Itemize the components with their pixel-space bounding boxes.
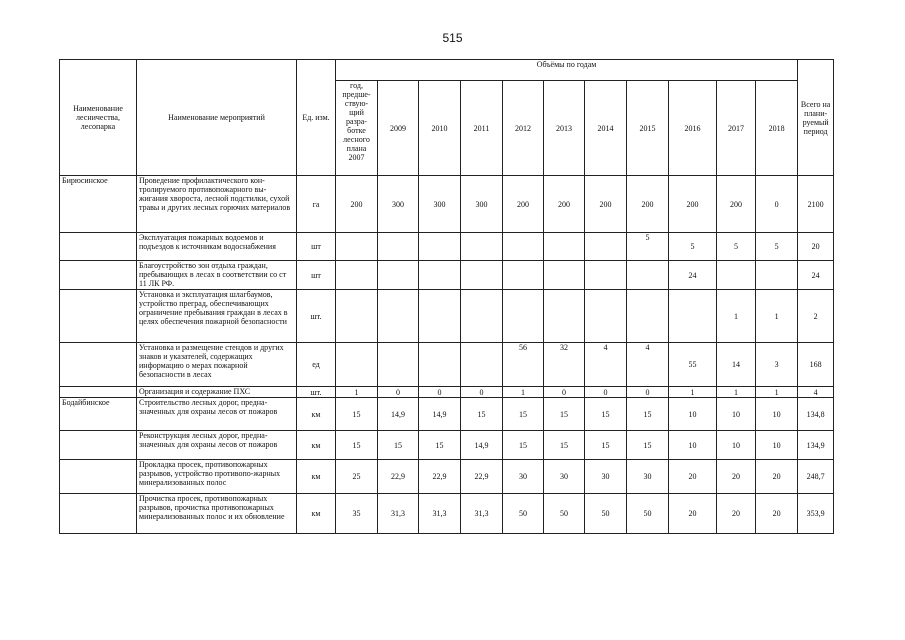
value-cell: 15: [378, 431, 419, 460]
value-cell: 20: [669, 460, 717, 494]
table-row: [60, 460, 834, 494]
value-cell: 3: [756, 343, 798, 387]
value-cell: 20: [669, 494, 717, 534]
total-cell: 2: [798, 290, 834, 343]
forestry-cell: [60, 387, 137, 398]
table-row: [60, 398, 834, 431]
forestry-cell: [60, 494, 137, 534]
value-cell: 20: [717, 460, 756, 494]
value-cell: 20: [756, 460, 798, 494]
table-row: [60, 494, 834, 534]
table-row: [60, 176, 834, 233]
value-cell: 1: [336, 387, 378, 398]
value-cell: 200: [585, 176, 627, 233]
value-cell: [378, 290, 419, 343]
total-cell: 4: [798, 387, 834, 398]
value-cell: 200: [627, 176, 669, 233]
volumes-by-year-header: Объёмы по годам: [336, 60, 798, 81]
value-cell: [419, 261, 461, 290]
value-cell: 5: [627, 233, 669, 261]
table-row: [60, 431, 834, 460]
activity-name: Организация и содержание ПХС: [137, 387, 297, 398]
activity-column-header: Наименование мероприятий: [137, 60, 297, 176]
forestry-cell: [60, 343, 137, 387]
value-cell: [669, 290, 717, 343]
year-header: 2010: [419, 81, 461, 176]
forestry-name: Бодайбинское: [60, 398, 137, 431]
table-header: [60, 60, 834, 176]
forestry-column-header: Наименование лесничества, лесопарка: [60, 60, 137, 176]
value-cell: 22,9: [461, 460, 503, 494]
value-cell: 1: [756, 290, 798, 343]
value-cell: [544, 261, 585, 290]
value-cell: 10: [717, 431, 756, 460]
value-cell: [336, 343, 378, 387]
value-cell: 31,3: [378, 494, 419, 534]
table-row: [60, 387, 834, 398]
header-row-1: [60, 60, 834, 81]
value-cell: [627, 261, 669, 290]
value-cell: 32: [544, 343, 585, 387]
unit-cell: шт: [297, 261, 336, 290]
value-cell: 15: [585, 431, 627, 460]
total-cell: 24: [798, 261, 834, 290]
unit-cell: ед: [297, 343, 336, 387]
value-cell: 14: [717, 343, 756, 387]
value-cell: 1: [669, 387, 717, 398]
unit-cell: га: [297, 176, 336, 233]
value-cell: [627, 290, 669, 343]
value-cell: 24: [669, 261, 717, 290]
table-body: [60, 176, 834, 534]
value-cell: 10: [669, 398, 717, 431]
year-header: 2015: [627, 81, 669, 176]
year-header: 2009: [378, 81, 419, 176]
value-cell: [461, 290, 503, 343]
value-cell: 300: [419, 176, 461, 233]
forestry-name: Бирюсинское: [60, 176, 137, 233]
value-cell: 0: [627, 387, 669, 398]
table-row: [60, 290, 834, 343]
total-cell: 134,8: [798, 398, 834, 431]
year-header: 2012: [503, 81, 544, 176]
value-cell: [585, 261, 627, 290]
value-cell: [378, 343, 419, 387]
activity-name: Строительство лесных дорог, предна-значенных для охраны лесов от пожаров: [137, 398, 297, 431]
value-cell: 0: [544, 387, 585, 398]
total-cell: 168: [798, 343, 834, 387]
value-cell: [717, 261, 756, 290]
total-cell: 20: [798, 233, 834, 261]
forestry-cell: [60, 460, 137, 494]
value-cell: 25: [336, 460, 378, 494]
value-cell: 50: [544, 494, 585, 534]
value-cell: 0: [378, 387, 419, 398]
value-cell: 5: [717, 233, 756, 261]
value-cell: [503, 290, 544, 343]
value-cell: 10: [717, 398, 756, 431]
value-cell: 30: [503, 460, 544, 494]
value-cell: 300: [378, 176, 419, 233]
unit-cell: шт.: [297, 387, 336, 398]
unit-cell: шт: [297, 233, 336, 261]
page-number: 515: [442, 31, 463, 45]
value-cell: [585, 290, 627, 343]
value-cell: 0: [419, 387, 461, 398]
value-cell: 4: [627, 343, 669, 387]
value-cell: 15: [503, 431, 544, 460]
value-cell: 14,9: [461, 431, 503, 460]
total-cell: 248,7: [798, 460, 834, 494]
value-cell: 30: [627, 460, 669, 494]
value-cell: 15: [461, 398, 503, 431]
activity-name: Установка и эксплуатация шлагбаумов, устройство преград, обеспечивающих ограничение пребывания граждан в лесах в целях обеспечения пожарной безопасности: [137, 290, 297, 343]
value-cell: 35: [336, 494, 378, 534]
value-cell: [461, 233, 503, 261]
activity-name: Реконструкция лесных дорог, предна-значенных для охраны лесов от пожаров: [137, 431, 297, 460]
activity-name: Прокладка просек, противопожарных разрывов, устройство противопо-жарных минерализованных полос: [137, 460, 297, 494]
total-cell: 353,9: [798, 494, 834, 534]
total-column-header: Всего на плани-руемый период: [798, 60, 834, 176]
unit-cell: шт.: [297, 290, 336, 343]
value-cell: 200: [503, 176, 544, 233]
value-cell: [756, 261, 798, 290]
forestry-cell: [60, 290, 137, 343]
forestry-cell: [60, 261, 137, 290]
forestry-cell: [60, 233, 137, 261]
value-cell: 22,9: [378, 460, 419, 494]
year-header: 2018: [756, 81, 798, 176]
value-cell: 200: [717, 176, 756, 233]
value-cell: 1: [717, 387, 756, 398]
value-cell: 22,9: [419, 460, 461, 494]
table-row: [60, 233, 834, 261]
unit-column-header: Ед. изм.: [297, 60, 336, 176]
value-cell: 14,9: [419, 398, 461, 431]
year-header: 2011: [461, 81, 503, 176]
value-cell: 15: [544, 398, 585, 431]
total-cell: 2100: [798, 176, 834, 233]
unit-cell: км: [297, 398, 336, 431]
activity-name: Благоустройство зон отдыха граждан, пребывающих в лесах в соответствии со ст 11 ЛК РФ.: [137, 261, 297, 290]
activity-name: Установка и размещение стендов и других знаков и указателей, содержащих информацию о мерах пожарной безопасности в лесах: [137, 343, 297, 387]
value-cell: 31,3: [419, 494, 461, 534]
unit-cell: км: [297, 460, 336, 494]
value-cell: 200: [669, 176, 717, 233]
unit-cell: км: [297, 431, 336, 460]
value-cell: 55: [669, 343, 717, 387]
value-cell: [419, 343, 461, 387]
value-cell: [544, 290, 585, 343]
value-cell: 200: [336, 176, 378, 233]
value-cell: 56: [503, 343, 544, 387]
value-cell: [336, 290, 378, 343]
value-cell: [503, 261, 544, 290]
table-row: [60, 343, 834, 387]
value-cell: [419, 290, 461, 343]
year-header: 2017: [717, 81, 756, 176]
value-cell: 50: [585, 494, 627, 534]
value-cell: 15: [336, 431, 378, 460]
value-cell: 5: [756, 233, 798, 261]
value-cell: [419, 233, 461, 261]
value-cell: 0: [585, 387, 627, 398]
activity-name: Прочистка просек, противопожарных разрывов, прочистка противопожарных минерализованных полос и их обновление: [137, 494, 297, 534]
value-cell: 15: [585, 398, 627, 431]
value-cell: 0: [461, 387, 503, 398]
value-cell: [378, 261, 419, 290]
activity-name: Проведение профилактического кон-тролируемого противопожарного вы-жигания хвороста, лесной подстилки, сухой травы и других лесных горючих материалов: [137, 176, 297, 233]
value-cell: 300: [461, 176, 503, 233]
unit-cell: км: [297, 494, 336, 534]
value-cell: [336, 261, 378, 290]
activities-table: [59, 59, 834, 534]
value-cell: 10: [669, 431, 717, 460]
value-cell: 15: [627, 431, 669, 460]
year-header-prior: год, предше-ствую-щий разра-ботке лесного плана 2007: [336, 81, 378, 176]
value-cell: [461, 261, 503, 290]
value-cell: [503, 233, 544, 261]
value-cell: [585, 233, 627, 261]
value-cell: 0: [756, 176, 798, 233]
value-cell: 15: [503, 398, 544, 431]
value-cell: 1: [503, 387, 544, 398]
activity-name: Эксплуатация пожарных водоемов и подъездов к источникам водоснабжения: [137, 233, 297, 261]
value-cell: 15: [627, 398, 669, 431]
value-cell: 20: [717, 494, 756, 534]
value-cell: 4: [585, 343, 627, 387]
value-cell: 15: [419, 431, 461, 460]
value-cell: 10: [756, 398, 798, 431]
value-cell: 1: [717, 290, 756, 343]
value-cell: 5: [669, 233, 717, 261]
table-row: [60, 261, 834, 290]
year-header: 2013: [544, 81, 585, 176]
value-cell: 30: [544, 460, 585, 494]
value-cell: [461, 343, 503, 387]
value-cell: 15: [544, 431, 585, 460]
value-cell: 30: [585, 460, 627, 494]
value-cell: 10: [756, 431, 798, 460]
value-cell: [378, 233, 419, 261]
value-cell: [544, 233, 585, 261]
value-cell: 20: [756, 494, 798, 534]
total-cell: 134,9: [798, 431, 834, 460]
value-cell: 50: [627, 494, 669, 534]
value-cell: 31,3: [461, 494, 503, 534]
forestry-cell: [60, 431, 137, 460]
value-cell: 200: [544, 176, 585, 233]
value-cell: 50: [503, 494, 544, 534]
value-cell: [336, 233, 378, 261]
value-cell: 14,9: [378, 398, 419, 431]
year-header: 2014: [585, 81, 627, 176]
value-cell: 1: [756, 387, 798, 398]
value-cell: 15: [336, 398, 378, 431]
year-header: 2016: [669, 81, 717, 176]
